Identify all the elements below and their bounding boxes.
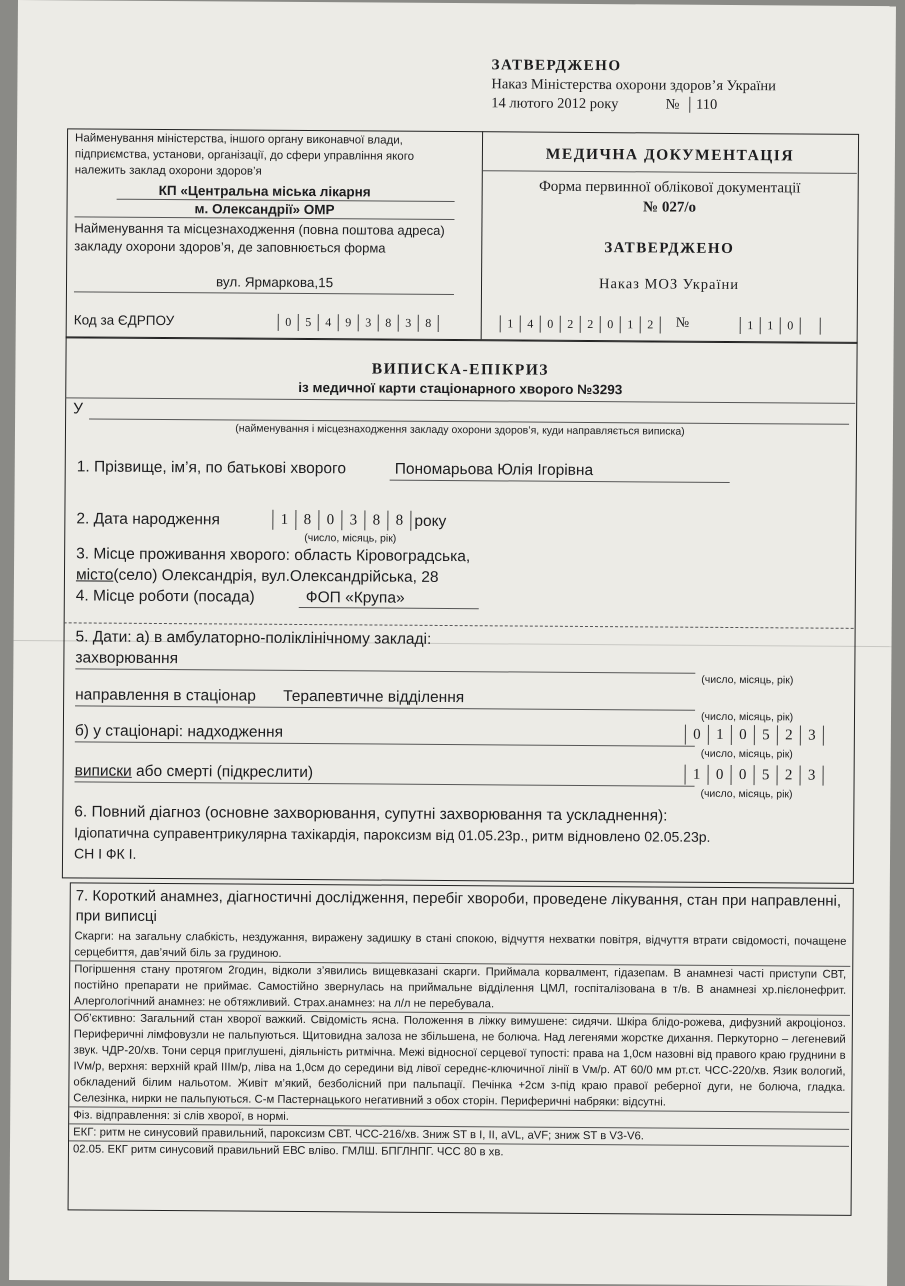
discharge-row <box>75 762 314 782</box>
num-digit <box>800 317 821 334</box>
ecg2-text: 02.05. ЕКГ ритм синусовий правильний ЕВС вліво. ГМЛШ. БПГЛНПГ. ЧСС 80 в хв. <box>72 1143 504 1159</box>
date-digit: 1 <box>620 316 640 333</box>
right-date-digits <box>500 315 661 333</box>
document-sheet <box>9 0 896 1286</box>
doc-subtitle: із медичної карти стаціонарного хворого №3293 <box>298 379 623 398</box>
approval-num-label: № <box>665 96 680 113</box>
work-value: ФОП «Крупа» <box>305 589 405 607</box>
dob-digit: 3 <box>341 510 364 530</box>
admission-digit: 0 <box>731 725 754 745</box>
admission-digit: 1 <box>708 725 731 745</box>
referral-value: Терапевтичне відділення <box>283 687 465 707</box>
med-doc-title: МЕДИЧНА ДОКУМЕНТАЦІЯ <box>545 145 795 165</box>
date-digit: 0 <box>540 316 560 333</box>
residence-line2: (село) Олександрія, вул.Олександрійська, 28 <box>113 566 439 586</box>
recipient-prefix: У <box>73 400 84 418</box>
discharge-caption: (число, місяць, рік) <box>700 787 793 801</box>
residence-line2-row <box>76 566 439 587</box>
date-digit: 2 <box>560 316 580 333</box>
discharge-digit: 2 <box>777 765 800 785</box>
date-digit: 0 <box>600 316 620 333</box>
dob-caption: (число, місяць, рік) <box>304 532 397 545</box>
edrpou-digits <box>278 314 439 332</box>
discharge-digit: 1 <box>685 765 708 785</box>
physio-text: Фіз. відправлення: зі слів хворої, в нормі. <box>69 1107 849 1129</box>
history-text: Погіршення стану протягом 2годин, відколи з’явились вищевказані скарги. Приймала корвалмент, гідазепам. В анамнезі часті приступи СВТ, постійно препарати не приймає. Самостійно звернулась на приймальне відділення ЦМЛ, госпіталізована в т/в. В анамнезі хр.пієлонефрит. Алергологічний анамнез: не обтяжливий. Страх.анамнез: на л/л не перебувала. <box>70 961 850 1015</box>
admission-digit: 3 <box>800 725 824 745</box>
admission-caption: (число, місяць, рік) <box>700 747 793 761</box>
facility-line1: КП «Центральна міська лікарня <box>158 182 371 200</box>
facility-line2: м. Олександрії» ОМР <box>194 201 335 218</box>
dates-label: 5. Дати: а) в амбулаторно-поліклінічному закладі: <box>75 628 432 648</box>
form-number: № 027/о <box>643 199 697 216</box>
recipient-caption: (найменування і місцезнаходження закладу охорони здоров’я, куди направляється виписка) <box>235 422 685 438</box>
discharge-digit: 0 <box>708 765 731 785</box>
address-label: Найменування та місцезнаходження (повна поштова адреса) закладу охорони здоров’я, де заповнюється форма <box>74 220 445 256</box>
discharge-digit: 3 <box>800 765 824 785</box>
admission-digits <box>685 725 824 746</box>
name-label: 1. Прізвище, ім’я, по батькові хворого <box>76 458 347 478</box>
right-order: Наказ МОЗ України <box>598 276 740 294</box>
date-digit: 2 <box>580 316 600 333</box>
admission-label: б) у стаціонарі: надходження <box>74 722 284 741</box>
diagnosis-line1: Ідіопатична суправентрикулярна тахікардія, пароксизм від 01.05.23р., ритм відновлено 02.05.23р. <box>74 824 711 845</box>
ministry-label: Найменування міністерства, іншого органу виконавчої влади, підприємства, установи, організації, до сфери управління якого належить заклад охорони здоров’я <box>74 132 415 178</box>
dob-suffix: року <box>414 512 447 531</box>
edrpou-label: Код за ЄДРПОУ <box>73 312 175 329</box>
right-num-digits <box>740 317 821 335</box>
anamnesis-body <box>69 928 851 1162</box>
referral-label: направлення в стаціонар <box>75 686 256 705</box>
referral-caption: (число, місяць, рік) <box>700 710 794 724</box>
date-digit: 4 <box>520 316 540 333</box>
discharge-word: виписки <box>74 762 132 780</box>
edrpou-digit: 3 <box>398 315 418 332</box>
work-label: 4. Місце роботи (посада) <box>75 587 255 606</box>
dob-digit: 1 <box>272 510 295 530</box>
discharge-digit: 0 <box>731 765 754 785</box>
num-digit: 0 <box>780 317 800 334</box>
doc-title: ВИПИСКА-ЕПІКРИЗ <box>371 360 550 379</box>
edrpou-digit: 5 <box>298 314 318 331</box>
discharge-digit: 5 <box>754 765 777 785</box>
residence-city-word: місто <box>75 566 114 584</box>
admission-digit: 5 <box>754 725 777 745</box>
illness-label: захворювання <box>75 649 179 668</box>
diagnosis-label: 6. Повний діагноз (основне захворювання, супутні захворювання та ускладнення): <box>74 803 668 825</box>
edrpou-digit: 3 <box>358 314 378 331</box>
complaints-text: Скарги: на загальну слабкість, нездужання, виражену задишку в стані спокою, відчуття нехватки повітря, відчуття втрати свідомості, почащене серцебиття, дав’ячий біль за грудиною. <box>70 928 850 966</box>
approval-order: Наказ Міністерства охорони здоров’я України <box>491 76 776 95</box>
admission-digit: 2 <box>777 725 800 745</box>
discharge-rest: або смерті (підкреслити) <box>136 762 314 782</box>
edrpou-digit: 0 <box>278 314 298 331</box>
dob-digits <box>272 510 411 531</box>
dob-digit: 8 <box>387 511 411 531</box>
approval-date-row <box>491 95 723 114</box>
approval-num: 110 <box>689 97 723 113</box>
address-value: вул. Ярмаркова,15 <box>215 274 334 291</box>
discharge-digits <box>685 765 824 786</box>
admission-digit: 0 <box>685 725 708 745</box>
approval-date: 14 лютого 2012 року <box>491 95 619 113</box>
diagnosis-line2: СН І ФК І. <box>73 845 137 862</box>
exam-text: Об’єктивно: Загальний стан хворої важкий. Свідомість ясна. Положення в ліжку вимушене: сидячи. Шкіра блідо-рожева, дифузний акроціоноз. Периферичні лімфовузли не пальпуються. Щитовидна залоза не збільшена, не болюча. Над легенями жорстке дихання. Перкуторно – легеневий звук. ЧДР-20/хв. Тони серця приглушені, діяльність ритмічна. Межі відносної серцевої тупості: права на 1,0см назовні від правого краю груднини в IVм/р, верхня: верхній край ІІІм/р, ліва на 1,0см до середини від лівої середнє-ключичної лінії в Vм/р. АТ 60/0 мм рт.ст. ЧСС-220/хв. Язик вологий, обкладений білим нальотом. Живіт м’який, безболісний при пальпації. Печінка +2см з-під краю правої реберної дуги, не болюча, гладка. Селезінка, нирки не пальпуються. С-м Пастернацького негативний з обох сторін. Периферичні набряки: відсутні. <box>69 1010 850 1112</box>
edrpou-digit: 8 <box>378 315 398 332</box>
edrpou-digit: 4 <box>318 314 338 331</box>
right-num-label: № <box>675 315 690 331</box>
approval-title: ЗАТВЕРДЖЕНО <box>491 57 622 75</box>
date-digit: 1 <box>500 315 520 332</box>
anamnesis-heading: 7. Короткий анамнез, діагностичні дослідження, перебіг хвороби, проведене лікування, стан при направленні, при виписці <box>75 887 842 925</box>
right-approved: ЗАТВЕРДЖЕНО <box>604 240 735 258</box>
date-digit: 2 <box>640 316 661 333</box>
dob-digit: 8 <box>295 510 318 530</box>
name-value: Пономарьова Юлія Ігорівна <box>394 460 594 480</box>
form-label: Форма первинної облікової документації <box>538 178 801 197</box>
residence-line1: 3. Місце проживання хворого: область Кіровоградська, <box>76 545 471 566</box>
num-digit: 1 <box>740 317 760 334</box>
dob-label: 2. Дата народження <box>76 510 220 529</box>
num-digit: 1 <box>760 317 780 334</box>
dob-digit: 8 <box>364 510 387 530</box>
ecg1-text: ЕКГ: ритм не синусовий правильний, пароксизм СВТ. ЧСС-216/хв. Зниж ST в І, ІІ, aVL, aVF; зниж ST в V3-V6. <box>69 1124 849 1146</box>
edrpou-digit: 9 <box>338 314 358 331</box>
illness-caption: (число, місяць, рік) <box>701 673 794 687</box>
dob-digit: 0 <box>318 510 341 530</box>
edrpou-digit: 8 <box>418 315 439 332</box>
